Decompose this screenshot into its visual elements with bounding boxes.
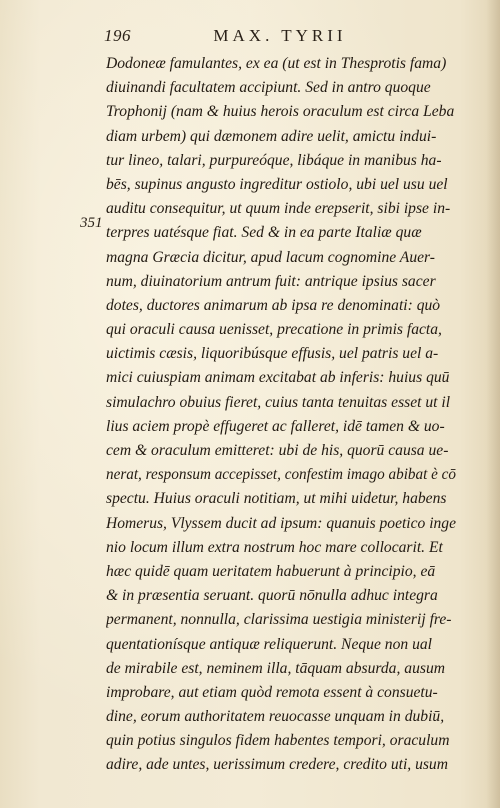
text-line: permanent, nonnulla, clarissima uestigia ministerij fre- <box>106 611 452 629</box>
text-line: spectu. Huius oraculi notitiam, ut mihi uidetur, habens <box>106 490 447 508</box>
text-line: adire, ade untes, uerissimum credere, credito uti, usum <box>106 756 448 774</box>
text-line: Trophonij (nam & huius herois oraculum est circa Leba <box>106 103 455 121</box>
text-line: nio locum illum extra nostrum hoc mare collocarit. Et <box>106 538 443 556</box>
text-line: diam urbem) qui dæmonem adire uelit, amictu indui- <box>106 127 437 145</box>
text-line: de mirabile est, neminem illa, tāquam absurda, ausum <box>106 659 445 677</box>
text-line: Dodoneæ famulantes, ex ea (ut est in Thesprotis fama) <box>106 55 447 72</box>
text-line: bēs, supinus angusto ingreditur ostiolo, ubi uel usu uel <box>106 175 448 193</box>
text-line: quentationísque antiquæ reliquerunt. Neque non ual <box>106 635 432 653</box>
page-header <box>104 26 456 50</box>
body-text <box>106 52 456 778</box>
text-line: nerat, responsum accepisset, confestim imago abibat è cō <box>106 466 456 484</box>
text-line: uictimis cæsis, liquoribúsque effusis, uel patris uel a- <box>106 345 439 363</box>
page-number: 196 <box>104 26 131 45</box>
text-line: hæc quidē quam ueritatem habuerunt à principio, eā <box>106 562 436 580</box>
text-line: Homerus, Vlyssem ducit ad ipsum: quanuis poetico inge <box>106 514 456 532</box>
text-line: improbare, aut etiam quòd remota essent à consuetu- <box>106 683 438 701</box>
text-line: magna Græcia dicitur, apud lacum cognomine Auer- <box>106 248 435 266</box>
text-line: mici cuiuspiam animam excitabat ab inferis: huius quū <box>106 369 450 387</box>
text-line: & in præsentia seruant. quorū nōnulla adhuc integra <box>106 587 438 605</box>
text-line: auditu consequitur, ut quum inde erepserit, sibi ipse in- <box>106 200 451 218</box>
text-line: quin potius singulos fidem habentes tempori, oraculum <box>106 732 450 750</box>
text-line: lius aciem propè effugeret ac falleret, idē tamen & uo- <box>106 417 445 435</box>
text-line: cem & oraculum emitteret: ubi de his, quorū causa ue- <box>106 442 449 459</box>
text-line: qui oraculi causa uenisset, precatione in primis facta, <box>106 321 442 339</box>
running-head: MAX. TYRII <box>213 26 347 45</box>
text-line: dotes, ductores animarum ab ipsa re denominati: quò <box>106 296 441 314</box>
text-line: simulachro obuius fieret, cuius tanta tenuitas esset ut il <box>106 393 451 411</box>
text-line: tur lineo, talari, purpureóque, libáque in manibus ha- <box>106 151 442 169</box>
text-line: num, diuinatorium antrum fuit: antrique ipsius sacer <box>106 272 436 290</box>
text-line: terpres uatésque fiat. Sed & in ea parte Italiæ quæ <box>106 224 422 242</box>
margin-note: 351 <box>80 215 103 231</box>
text-line: dine, eorum authoritatem reuocasse unquam in dubiū, <box>106 708 445 726</box>
text-line: diuinandi facultatem accipiunt. Sed in antro quoque <box>106 79 431 97</box>
